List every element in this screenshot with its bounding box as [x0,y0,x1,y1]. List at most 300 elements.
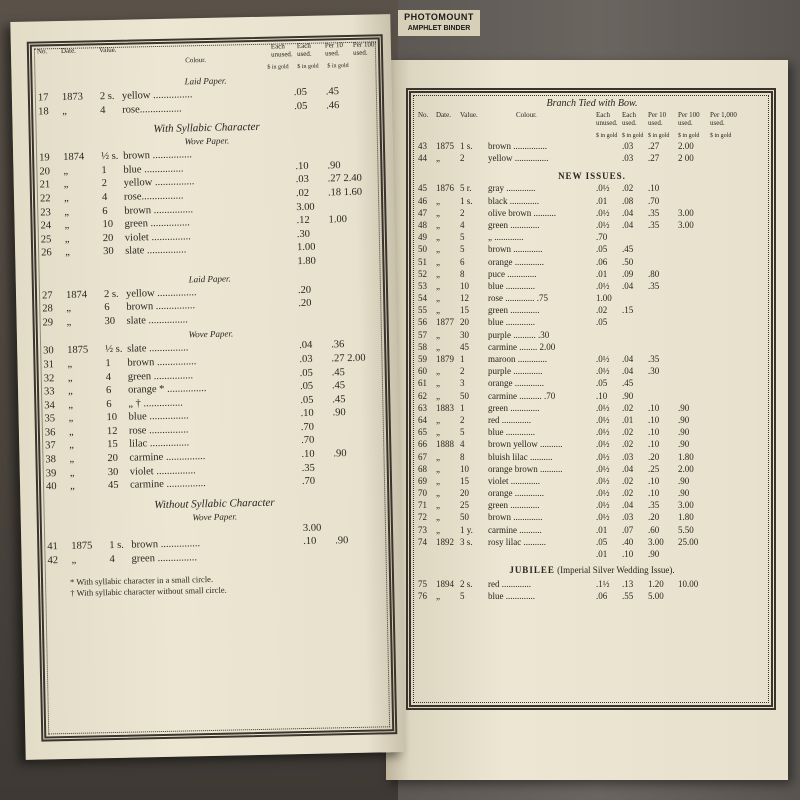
cell-date: „ [436,500,440,511]
cell-no: 31 [43,359,55,371]
header-colour: Colour. [516,111,537,119]
cell-value: 4 [460,219,465,230]
cell-date: „ [68,399,74,411]
cell-per-10: .80 [648,268,660,279]
cell-date: „ [436,305,440,316]
cell-no: 57 [418,329,427,340]
cell-per-10: 3.00 [648,536,664,547]
cell-colour: brown ............... [131,538,201,552]
cell-colour: brown ............. [488,244,543,255]
cell-each-unused: .06 [596,591,608,602]
cell-value: 5 [460,427,465,438]
cell-each-used: .02 [622,183,634,194]
cell-value: 15 [107,439,118,451]
cell-each-used: .15 [622,305,634,316]
cell-colour: slate ............... [125,244,187,258]
cell-date: „ [436,244,440,255]
binder-label [398,10,480,36]
cell-date: 1879 [436,354,454,364]
cell-no: 74 [418,536,427,547]
cell-date: 1892 [436,536,454,547]
cell-value: 50 [460,390,469,401]
cell-date: „ [436,524,440,535]
cell-colour: red ............. [488,579,531,590]
cell-each-unused: .0½ [596,427,610,438]
cell-per-10: .35 [648,219,660,230]
cell-each-unused: .0½ [596,439,610,450]
cell-date: „ [436,451,440,462]
jubilee-title: JUBILEE [509,565,555,576]
label-line-2: AMPHLET BINDER [407,25,471,32]
cell-colour: brown ............. [488,512,543,523]
left-page-content [35,40,386,599]
cell-value: 45 [460,341,469,352]
cell-colour: green ............... [131,552,198,565]
cell-no: 58 [418,341,427,352]
table-row [416,232,768,244]
cell-value: 4 [109,554,115,566]
cell-date: „ [68,426,74,438]
table-row [416,220,768,232]
cell-no: 45 [418,183,427,194]
cell-date: „ [64,220,70,232]
section-title: Without Syllabic Character [154,496,275,511]
cell-colour: violet ............... [124,231,191,244]
table-row [416,269,768,281]
section-title: Laid Paper. [184,75,227,87]
cell-per-10: .27 2.00 [331,352,366,365]
cell-per-10: .70 [648,195,660,206]
cell-no: 62 [418,390,427,401]
cell-date: „ [436,219,440,230]
cell-each-unused: .01 [596,268,608,279]
cell-date: 1894 [436,579,454,590]
cell-per-10: .45 [325,86,340,98]
cell-no: 67 [418,451,427,462]
cell-value: 3 s. [460,536,473,547]
cell-per-10: .45 [332,393,346,406]
left-page [10,14,405,760]
section-title: Wove Paper. [188,328,234,340]
cell-each-used: .04 [299,340,313,352]
cell-no: 54 [418,293,427,304]
cell-value: 2 [101,178,108,190]
cell-each-used: .04 [622,280,634,291]
cell-colour: green ............. [488,500,540,511]
cell-each-unused: .01 [596,549,608,559]
cell-per-10: .10 [648,402,660,413]
cell-per-10: .60 [648,524,660,535]
branch-title: Branch Tied with Bow. [546,98,638,109]
cell-colour: purple ............. [488,366,543,377]
cell-colour: brown ............... [488,141,547,151]
cell-date: 1874 [63,151,85,164]
cell-each-used: .05 [299,367,313,379]
cell-colour: green ............... [127,369,194,383]
cell-no: 76 [418,591,427,602]
cell-colour: rose................ [122,103,182,116]
cell-date: 1875 [436,141,454,151]
cell-each-used: .03 [622,512,634,523]
cell-no: 27 [41,289,53,301]
cell-colour: rose................ [123,190,184,203]
cell-no: 68 [418,463,427,474]
cell-per-100: 3.00 [678,219,694,230]
cell-per-10: .10 [648,475,660,486]
cell-each-used: .50 [622,256,634,267]
cell-colour: orange * ............... [127,383,207,396]
cell-value: 20 [460,488,469,499]
cell-each-used: .03 [622,451,634,462]
cell-colour: red ............. [488,414,531,425]
section-title: With Syllabic Character [153,121,260,136]
cell-value: 10 [102,219,114,231]
cell-each-used: .02 [622,475,634,486]
cell-per-10: .10 [648,183,660,194]
cell-each-used: .10 [295,160,309,172]
cell-colour: green ............. [488,402,540,413]
cell-each-used: .03 [295,174,309,186]
cell-no: 22 [39,193,51,205]
cell-value: 2 s. [103,288,119,300]
cell-colour: brown ............... [126,300,196,313]
cell-date: 1875 [71,540,93,553]
cell-date: „ [436,390,440,401]
cell-per-100: .90 [678,427,690,438]
jubilee-heading [416,565,768,575]
subheader-b: $ in gold [622,133,644,139]
cell-value: 20 [107,452,119,465]
cell-date: 1877 [436,317,454,328]
cell-value: 1 [105,357,111,370]
cell-value: 1 s. [460,195,473,206]
cell-each-used: .13 [622,579,634,590]
cell-each-unused: .0½ [596,354,610,364]
cell-value: 20 [460,317,469,328]
cell-colour: green ............. [488,219,540,230]
cell-no: 32 [43,372,55,384]
cell-no: 55 [418,305,427,316]
cell-value: 1 [101,164,107,176]
subheader-a: $ in gold [596,133,618,139]
cell-each-used: .10 [300,408,314,420]
cell-date: 1873 [61,91,84,103]
cell-colour: blue ............. [488,317,535,328]
subheader-d: $ in gold [678,133,700,139]
cell-each-used: .02 [622,439,634,450]
cell-value: 2 [460,366,465,377]
subheader-b: $ in gold [297,63,319,71]
cell-colour: rose ............. .75 [488,293,548,304]
cell-per-10: .10 [648,427,660,438]
cell-per-100: .90 [678,414,690,425]
jubilee-note: (Imperial Silver Wedding Issue). [557,565,675,576]
cell-each-used: .05 [294,100,308,112]
cell-each-used: .04 [622,354,634,364]
cell-date: „ [436,475,440,486]
cell-colour: yellow ............... [123,176,195,190]
cell-per-10: .90 [648,549,660,559]
cell-colour: olive brown .......... [488,207,556,218]
cell-per-10: .46 [326,99,340,112]
cell-no: 37 [45,440,56,452]
cell-no: 66 [418,439,427,450]
cell-value: 10 [460,463,469,474]
cell-each-used: .10 [301,448,315,461]
cell-date: „ [436,256,440,267]
footnote-1: * With syllabic character in a small circle. [69,573,214,587]
cell-colour: „ † ............... [128,397,183,410]
header-each-used: Each used. [296,41,312,59]
table-row [416,293,768,305]
table-row [416,317,768,329]
table-row [416,366,768,378]
header-each-unused: Each unused. [270,42,293,59]
cell-colour: orange ............. [488,378,544,389]
cell-colour: rosy lilac .......... [488,536,546,547]
cell-colour: green ............. [488,305,540,316]
cell-each-used: .03 [622,153,634,164]
cell-each-unused: .06 [596,256,608,267]
cell-per-100: .90 [678,402,690,413]
table-row [416,244,768,256]
table-row [416,415,768,427]
cell-each-used: .70 [301,476,316,488]
cell-colour: orange brown .......... [488,463,563,474]
table-row [416,549,768,561]
cell-no: 30 [43,345,54,357]
cell-per-10: .30 [648,366,660,377]
cell-no: 19 [39,152,50,164]
label-line-1: PHOTOMOUNT [404,12,474,22]
cell-per-10: .90 [335,535,349,547]
right-page-content [416,96,768,604]
cell-date: 1883 [436,402,454,413]
cell-date: „ [67,372,73,384]
cell-each-used: .04 [622,219,634,230]
table-row [416,305,768,317]
header-date: Date. [60,46,76,56]
cell-per-10: .20 [648,512,660,523]
cell-colour: blue ............. [488,280,535,291]
cell-each-unused: .0½ [596,402,610,413]
cell-each-used: .45 [622,244,634,255]
cell-value: 2 [460,207,465,218]
cell-value: 30 [104,315,116,327]
cell-each-used: .04 [622,207,634,218]
cell-each-used: .07 [622,524,634,535]
cell-no: 49 [418,232,427,243]
cell-per-10: .36 [331,339,345,351]
cell-colour: orange ............. [488,488,544,499]
header-value: Value. [460,111,478,119]
cell-each-used: .20 [297,284,312,296]
cell-each-used: .70 [301,435,315,447]
cell-value: 4 [460,439,465,450]
cell-colour: gray ............. [488,183,536,194]
cell-date: „ [436,512,440,523]
cell-date: „ [436,293,440,304]
cell-each-used: .08 [622,195,634,206]
table-row [416,537,768,549]
cell-value: 2 s. [99,90,115,103]
cell-per-10: 1.20 [648,579,664,590]
cell-each-unused: .01 [596,524,608,535]
cell-each-used: 3.00 [296,201,315,213]
jubilee-rows [416,579,768,603]
cell-per-10: .27 [648,153,660,164]
cell-value: 10 [460,280,469,291]
cell-no: 18 [38,105,49,118]
cell-colour: „ ............. [488,232,524,243]
cell-each-unused: .02 [596,305,608,316]
cell-date: „ [436,488,440,499]
cell-value: 4 [101,192,108,204]
cell-no: 28 [42,303,53,315]
cell-date: 1875 [67,344,89,357]
cell-no: 36 [44,427,56,439]
cell-date: „ [436,268,440,279]
table-row [416,452,768,464]
cell-no: 52 [418,268,427,279]
cell-value: 30 [103,246,114,258]
cell-value: 5 [460,232,465,243]
cell-each-unused: .0½ [596,219,610,230]
cell-colour: carmine ............... [129,478,206,491]
cell-each-unused: 1.00 [596,293,612,304]
cell-date: „ [69,453,75,465]
cell-value: 15 [460,475,469,486]
cell-no: 73 [418,524,427,535]
header-each-used: Each used. [622,111,637,127]
cell-each-used: .12 [296,214,310,227]
table-row [416,488,768,500]
cell-colour: bluish lilac .......... [488,451,553,462]
section-title: Laid Paper. [188,273,231,284]
table-row [416,476,768,488]
cell-date: „ [69,481,75,493]
cell-date: „ [64,233,70,245]
cell-colour: carmine .......... .70 [488,390,556,401]
cell-each-unused: .05 [596,317,608,328]
cell-each-used: .02 [622,488,634,499]
cell-per-10: .90 [333,448,347,460]
cell-each-used: .03 [299,353,313,365]
cell-each-used: .70 [300,421,315,433]
cell-date: „ [69,467,75,479]
cell-value: 12 [106,425,118,438]
cell-per-10: 1.00 [328,214,348,226]
cell-no: 69 [418,475,427,486]
cell-no: 56 [418,317,427,328]
cell-per-10: .45 [331,366,345,378]
cell-per-100: .90 [678,475,690,486]
table-row [416,525,768,537]
cell-per-10: .25 [648,463,660,474]
cell-each-unused: .0½ [596,366,610,377]
right-page [386,60,788,780]
cell-per-100: 25.00 [678,536,699,547]
cell-colour: yellow ............... [125,286,197,300]
table-row [416,330,768,342]
header-per-100: Per 100 used. [352,40,375,57]
cell-value: 2 s. [460,579,473,590]
cell-no: 43 [418,141,427,151]
cell-date: „ [436,463,440,474]
cell-per-100: 1.80 [678,451,694,462]
table-row [416,512,768,524]
cell-each-used: .05 [300,394,314,406]
cell-colour: brown ............... [124,203,194,217]
cell-each-used: .40 [622,536,634,547]
cell-per-10: .18 1.60 [327,186,363,199]
header-per-10: Per 10 used. [648,111,667,127]
cell-each-unused: .0½ [596,280,610,291]
cell-no: 64 [418,414,427,425]
cell-no: 51 [418,256,427,267]
cell-value: 8 [460,268,465,279]
cell-each-unused: .70 [596,232,608,243]
cell-colour: blue ............. [488,591,535,602]
cell-per-10: .45 [331,380,346,392]
cell-date: „ [436,378,440,389]
cell-no: 60 [418,366,427,377]
cell-colour: orange ............. [488,256,544,267]
cell-date: „ [65,247,70,259]
cell-each-used: .10 [303,536,317,548]
cell-each-used: .02 [295,187,310,200]
cell-value: 1 s. [460,141,473,151]
cell-each-unused: .0½ [596,488,610,499]
cell-each-used: .55 [622,591,634,602]
cell-colour: yellow ............... [488,153,549,164]
cell-per-100: 5.50 [678,524,694,535]
table-row [416,208,768,220]
cell-colour: brown ............... [127,356,197,369]
table-row [416,354,768,366]
table-row [416,378,768,390]
cell-per-10: .35 [648,354,660,364]
cell-each-unused: .0½ [596,207,610,218]
cell-each-unused: .0½ [596,512,610,523]
cell-date: „ [436,366,440,377]
cell-colour: black ............. [488,195,539,206]
cell-no: 41 [47,541,58,553]
section-title: Wove Paper. [184,135,230,147]
cell-date: „ [436,591,440,602]
table-row [416,141,768,153]
cell-no: 24 [40,220,52,232]
cell-no: 75 [418,579,427,590]
cell-no: 23 [40,206,51,219]
cell-value: 3 [460,378,465,389]
cell-date: „ [436,414,440,425]
cell-colour: carmine ............... [129,451,206,464]
section-title: Wove Paper. [192,511,238,523]
cell-colour: slate ............... [127,342,189,355]
cell-each-unused: .05 [596,536,608,547]
header-per-100: Per 100 used. [678,111,700,127]
cell-date: „ [436,341,440,352]
left-sections [36,72,386,569]
cell-value: 20 [102,232,114,244]
cell-date: „ [436,280,440,291]
cell-per-10: .90 [327,159,341,172]
cell-each-unused: .0½ [596,463,610,474]
table-row [416,464,768,476]
cell-value: ½ s. [105,344,123,356]
cell-date: „ [436,207,440,218]
